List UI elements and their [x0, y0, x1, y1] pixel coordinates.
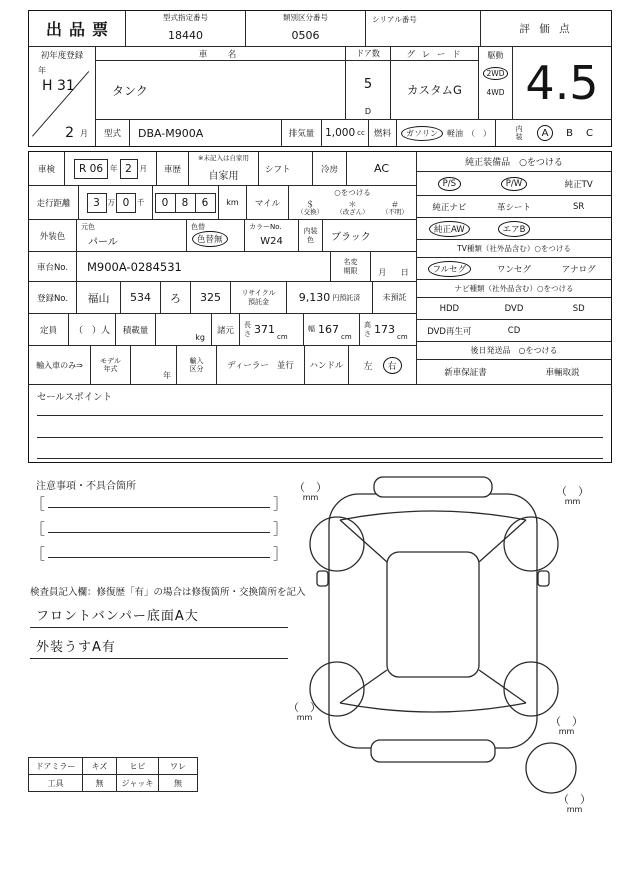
wheel-front-right [504, 517, 558, 571]
chassis-no-label: 車台No. [29, 252, 77, 281]
shaken-year: R 06 [74, 159, 108, 179]
sales-point-section [29, 384, 611, 462]
mm-unit: mm [302, 493, 319, 503]
mm-bracket: （ ） [288, 701, 321, 714]
cd: CD [507, 325, 521, 336]
cm-unit: cm [397, 333, 408, 341]
rear-bumper [371, 740, 495, 762]
shaken-month: 2 [120, 159, 138, 179]
mileage-man: 3 [87, 193, 107, 213]
model-label: 型式 [96, 120, 130, 146]
c-pillar-left [340, 670, 387, 703]
shaken-year-unit: 年 [110, 164, 118, 173]
jack-label: ジャッキ [117, 775, 159, 791]
mark-exchange-symbol: ＄ [306, 199, 315, 209]
cooling-value: AC [373, 162, 389, 175]
doors-value: 5 [363, 76, 373, 92]
mirror-left [317, 571, 328, 586]
interior-label: 内装 [515, 124, 523, 141]
doors-header: ドア数 [346, 47, 390, 61]
chassis-no-value: M900A-0284531 [77, 252, 331, 281]
a-pillar-right [479, 520, 526, 562]
detail-table [28, 151, 612, 463]
color-change-value: 色替無 [192, 231, 228, 247]
navi-type-header: ナビ種類（社外品含む）○をつける [417, 280, 611, 298]
later-items-header: 後日発送品 ○をつける [417, 342, 611, 360]
equip-sr: SR [573, 201, 585, 212]
history-value: 自家用 [208, 170, 239, 182]
load-label: 積載量 [116, 314, 156, 345]
fuel-other: （ ） [467, 128, 491, 138]
fuel-label: 燃料 [369, 120, 397, 146]
fuel-diesel: 軽油 [447, 128, 463, 138]
reg-area: 福山 [77, 282, 121, 313]
mark-exchange-label: （交換） [297, 208, 324, 217]
bracket-open: ［ [30, 545, 46, 563]
mileage-sen: 0 [116, 193, 136, 213]
header-table [28, 10, 612, 147]
mark-tamper-symbol: ＊ [348, 199, 357, 209]
handle-right: 右 [383, 357, 402, 374]
note-line [30, 517, 288, 537]
car-name-value: タンク [112, 83, 148, 98]
first-reg-year-unit: 年 [38, 66, 46, 75]
tool-check-table [28, 757, 198, 792]
color-change-label: 色替 [191, 223, 205, 231]
capacity-label: 定員 [29, 314, 69, 345]
import-dealer: ディーラー [227, 361, 269, 371]
mark-unknown-label: （不明） [381, 208, 408, 217]
car-diagram [292, 470, 614, 818]
note-line [30, 542, 288, 562]
exterior-color-label: 外装色 [29, 220, 77, 251]
score-label: 評 価 点 [519, 23, 573, 35]
note-underline [48, 507, 270, 508]
inspector-note: 検査員記入欄：修復歴「有」の場合は修復箇所・交換箇所を記入 [30, 587, 306, 598]
bracket-close: ］ [272, 520, 288, 538]
fuel-gasoline: ガソリン [401, 126, 443, 141]
history-label: 車歴 [157, 152, 189, 185]
length-value: 371 [254, 323, 275, 336]
mm-label-bottom-left [288, 702, 321, 723]
notes-label: 注意事項・不具合箇所 [36, 481, 136, 492]
color-no-label: カラーNo. [249, 223, 282, 231]
reg-class: 534 [121, 282, 161, 313]
load-unit: kg [156, 314, 212, 345]
first-reg-month-unit: 月 [80, 129, 88, 138]
import-only-label: 輸入車のみ⇒ [29, 346, 91, 384]
cm-unit: cm [341, 333, 352, 341]
mirror-label: ドアミラー [29, 758, 83, 774]
color-no-value: W24 [260, 236, 283, 247]
none-value: 無 [174, 778, 182, 788]
equipment-panel [416, 152, 611, 384]
grade-header: グ レ ー ド [391, 47, 478, 61]
bracket-close: ］ [272, 545, 288, 563]
drive-header: 駆動 [487, 51, 504, 60]
scratch-label: キズ [83, 758, 117, 774]
mileage-sen-unit: 千 [137, 198, 145, 207]
orig-color-value: パール [88, 237, 118, 248]
first-reg-year: H 31 [42, 78, 75, 94]
doors-sub: D [364, 107, 372, 116]
mm-bracket: （ ） [294, 481, 327, 494]
dims-label: 諸元 [212, 314, 240, 345]
bracket-open: ［ [30, 520, 46, 538]
navi-hdd: HDD [439, 303, 460, 314]
interior-color-label: 内装色 [303, 227, 318, 244]
equip-ps: P/S [438, 177, 461, 191]
spare-circle [526, 743, 576, 793]
recycle-none: 未預託 [382, 293, 407, 302]
equip-airbag: エアB [498, 221, 531, 237]
crack-label: ヒビ [117, 758, 159, 774]
length-label: 長さ [244, 321, 251, 338]
car-body-outline [329, 494, 537, 748]
equip-navi: 純正ナビ [432, 202, 467, 213]
shaken-label: 車検 [29, 152, 65, 185]
car-name-header: 車 名 [96, 47, 345, 61]
mileage-digit: 6 [195, 193, 216, 213]
cooling-label: 冷房 [313, 152, 347, 185]
mm-label-top-left [294, 482, 327, 503]
score-value: 4.5 [525, 56, 599, 110]
warranty-book: 新車保証書 [444, 368, 487, 378]
tv-analog: アナログ [561, 264, 596, 275]
displacement-unit: cc [357, 129, 365, 137]
mm-label-spare [558, 794, 591, 815]
navi-dvd: DVD [504, 303, 524, 314]
history-note: ※未記入は自家用 [198, 154, 249, 162]
sales-line [37, 415, 603, 416]
equip-tv: 純正TV [564, 179, 593, 190]
first-registration-cell [29, 47, 96, 146]
mileage-man-unit: 万 [107, 198, 115, 207]
model-year-label: モデル年式 [100, 356, 121, 373]
rename-limit-label: 名変期限 [343, 258, 358, 275]
mileage-label: 走行距離 [29, 186, 79, 219]
first-reg-month: 2 [65, 125, 74, 141]
serial-label: シリアル番号 [372, 15, 417, 24]
handle-label: ハンドル [305, 346, 349, 384]
capacity-value: （ ）人 [69, 314, 116, 345]
cabin-roof [387, 552, 479, 677]
import-parallel: 並行 [276, 361, 294, 371]
orig-color-label: 元色 [81, 223, 95, 231]
dvd-play: DVD再生可 [427, 326, 472, 337]
navi-sd: SD [572, 303, 585, 314]
drive-4wd: 4WD [486, 88, 505, 97]
recycle-value: 9,130 [298, 291, 331, 304]
defect-underline [30, 627, 288, 628]
equip-pw: P/W [501, 177, 527, 191]
sales-line [37, 458, 603, 459]
sales-line [37, 437, 603, 438]
equip-header: 純正装備品 ○をつける [417, 152, 611, 172]
interior-grade-a: A [537, 125, 553, 141]
tv-fullseg: フルセグ [428, 261, 472, 277]
displacement-label: 排気量 [282, 120, 322, 146]
model-year-unit: 年 [131, 346, 177, 384]
mm-unit: mm [558, 727, 575, 737]
shaken-month-unit: 月 [139, 164, 147, 173]
mileage-km-unit: km [219, 186, 247, 219]
mm-bracket: （ ） [550, 715, 583, 728]
none-value: 無 [83, 775, 117, 791]
manual-book: 車輛取説 [545, 368, 580, 378]
note-underline [48, 532, 270, 533]
mark-unknown [374, 198, 416, 219]
mileage-mile: マイル [247, 186, 289, 219]
mileage-digit: 0 [155, 193, 176, 213]
drive-2wd: 2WD [483, 67, 509, 80]
shift-label: シフト [259, 152, 313, 185]
recycle-label: リサイクル預託金 [241, 289, 276, 306]
displacement-value: 1,000 [325, 127, 356, 139]
reg-number: 325 [191, 282, 231, 313]
grade-value: カスタムG [407, 83, 462, 97]
equip-aw: 純正AW [429, 221, 470, 237]
class-code-value: 0506 [291, 28, 320, 42]
width-value: 167 [318, 323, 339, 336]
mark-unknown-symbol: ＃ [390, 199, 399, 209]
a-pillar-left [340, 520, 387, 562]
mileage-digit: 8 [175, 193, 196, 213]
split-label: ワレ [170, 761, 186, 771]
defect-underline [30, 658, 288, 659]
mm-bracket: （ ） [558, 793, 591, 806]
tv-oneseg: ワンセグ [497, 264, 532, 275]
rename-day: 日 [400, 268, 409, 277]
first-reg-label: 初年度登録 [40, 51, 84, 61]
mark-header: ○をつける [334, 187, 371, 197]
windshield-line [340, 511, 526, 520]
mm-unit: mm [566, 805, 583, 815]
mark-exchange [289, 198, 331, 219]
sales-point-label: セールスポイント [37, 392, 113, 403]
bracket-open: ［ [30, 495, 46, 513]
cm-unit: cm [277, 333, 288, 341]
wheel-rear-right [504, 662, 558, 716]
tv-type-header: TV種類（社外品含む）○をつける [417, 240, 611, 258]
mark-tamper-label: （改ざん） [336, 208, 369, 217]
interior-grade-b: B [566, 127, 573, 139]
class-code-label: 類別区分番号 [283, 13, 328, 22]
note-line [30, 492, 288, 512]
interior-grade-c: C [585, 127, 593, 139]
mm-bracket: （ ） [556, 485, 589, 498]
c-pillar-right [479, 670, 526, 703]
import-class-label: 輸入区分 [189, 356, 204, 373]
defect-note-2: 外装うすA有 [36, 640, 116, 655]
mm-label-bottom-right [550, 716, 583, 737]
width-label: 幅 [308, 325, 315, 334]
mark-tamper [331, 198, 373, 219]
mirror-right [538, 571, 549, 586]
note-underline [48, 557, 270, 558]
rename-month: 月 [378, 268, 387, 277]
height-label: 高さ [364, 321, 371, 338]
reg-no-label: 登録No. [29, 282, 77, 313]
front-bumper [374, 477, 492, 497]
model-code-label: 型式指定番号 [163, 13, 208, 22]
handle-left: 左 [363, 361, 373, 372]
mm-label-top-right [556, 486, 589, 507]
defect-note-1: フロントバンパー底面A大 [36, 609, 199, 624]
recycle-unit: 円預託済 [332, 293, 361, 302]
mm-unit: mm [564, 497, 581, 507]
mm-unit: mm [296, 713, 313, 723]
wheel-front-left [310, 517, 364, 571]
interior-color-value: ブラック [331, 232, 371, 243]
tool-label: 工具 [29, 775, 83, 791]
height-value: 173 [374, 323, 395, 336]
equip-leather: 革シート [497, 202, 532, 213]
detail-left [29, 152, 416, 384]
rear-window-line [340, 703, 526, 712]
model-code-value: 18440 [168, 28, 203, 42]
sheet-title: 出品票 [29, 11, 126, 46]
model-value: DBA-M900A [130, 120, 282, 146]
bracket-close: ］ [272, 495, 288, 513]
reg-kana: ろ [161, 282, 191, 313]
